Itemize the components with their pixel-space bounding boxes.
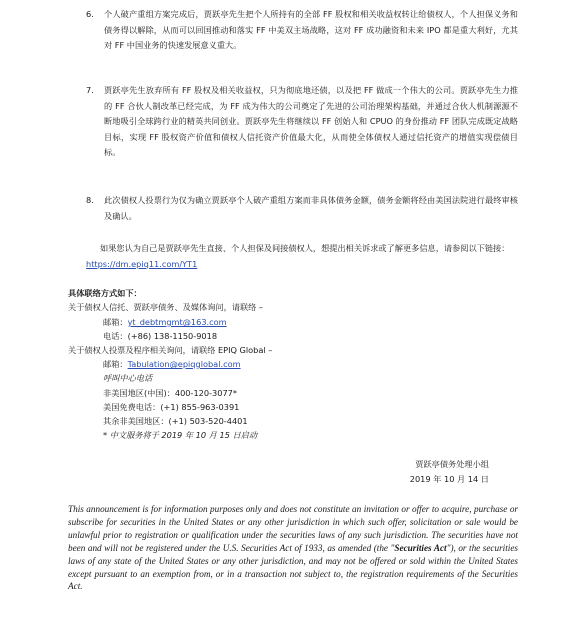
- phone-value: 400-120-3077*: [174, 388, 237, 398]
- phone-value: (+1) 855-963-0391: [160, 402, 240, 412]
- contact-line-trust: 关于债权人信托、贾跃亭债务、及媒体询问，请联络 –: [68, 302, 264, 312]
- disclaimer-bold-term: Securities Act: [394, 542, 447, 553]
- region-label: 非美国地区(中国)：: [103, 388, 175, 398]
- info-text: 如果您认为自己是贾跃亭先生直接、个人担保及间接债权人，想提出相关诉求或了解更多信息，请参阅以下链接：: [100, 243, 510, 253]
- list-item-7: [86, 83, 518, 161]
- item-number: 6.: [86, 9, 94, 19]
- callcenter-row-other: [103, 415, 248, 428]
- phone-value: (+86) 138-1150-9018: [127, 331, 218, 341]
- email-row-2: [103, 358, 241, 371]
- list-item-8: [86, 193, 518, 224]
- region-label: 美国免费电话：: [103, 402, 161, 412]
- contact-line-voting: 关于债权人投票及程序相关询问，请联络 EPIQ Global –: [68, 345, 273, 355]
- email-row-1: [103, 316, 227, 329]
- contacts-heading: 具体联络方式如下：: [68, 288, 142, 298]
- region-label: 其余非美国地区：: [103, 416, 169, 426]
- email-link-1[interactable]: yt_debtmgmt@163.com: [127, 317, 227, 327]
- callcenter-heading: 呼叫中心电话: [103, 373, 153, 383]
- item-text: 个人破产重组方案完成后，贾跃亭先生把个人所持有的全部 FF 股权和相关收益权转让给债权人，个人担保义务和债务得以解除，从而可以回国推动和落实 FF 中美双主场战略，这对 FF 成功融资和未来 IPO 都是重大利好，尤其对 FF 中国业务的快速发展意义重大。: [104, 9, 518, 51]
- item-number: 8.: [86, 195, 94, 205]
- signature-date: 2019 年 10 月 14 日: [409, 474, 489, 484]
- item-number: 7.: [86, 85, 94, 95]
- list-item-6: [86, 7, 518, 54]
- callcenter-row-china: [103, 387, 237, 400]
- info-paragraph: [86, 241, 518, 272]
- phone-row-1: [103, 330, 217, 343]
- email-label: 邮箱：: [103, 317, 128, 327]
- disclaimer-text-1: This announcement is for information purposes only and does not constitute an invitation or offer to acquire, purchase or subscribe for securities in the United States or any other jurisdiction in which such offer, solicitation or sale would be unlawful prior to registration or qualification under the securities laws of any such jurisdiction. The securities have not been and will not be registered under the U.S. Securities Act of 1933, as amended (the ": [68, 504, 518, 553]
- phone-label: 电话：: [103, 331, 128, 341]
- disclaimer-text-2: "), or the securities laws of any state of the United States or any other jurisdiction, and may not be offered or sold within the United States except pursuant to an exemption from, or in a transaction not subject to, the registration requirements of the Securities Act.: [68, 542, 518, 592]
- email-link-2[interactable]: Tabulation@epiqglobal.com: [127, 359, 241, 369]
- disclaimer-paragraph: [68, 503, 518, 593]
- service-note: * 中文服务将于 2019 年 10 月 15 日启动: [103, 430, 258, 440]
- callcenter-row-us: [103, 401, 239, 414]
- phone-value: (+1) 503-520-4401: [168, 416, 248, 426]
- email-label: 邮箱：: [103, 359, 128, 369]
- signature-org: 贾跃亭债务处理小组: [415, 459, 489, 469]
- info-link[interactable]: https://dm.epiq11.com/YT1: [86, 258, 198, 269]
- item-text: 贾跃亭先生放弃所有 FF 股权及相关收益权，只为彻底地还债，以及把 FF 做成一个伟大的公司。贾跃亭先生力推的 FF 合伙人制改革已经完成，为 FF 成为伟大的公司奠定了先进的公司治理架构基础，并通过合伙人机制源源不断地吸引全球跨行业的精英共同创业。贾跃亭先生将继续以 FF 创始人和 CPUO 的身份推动 FF 团队完成既定战略目标，实现 FF 股权资产价值和债权人信托资产价值最大化，从而使全体债权人通过信托资产的增值实现偿债目标。: [104, 85, 518, 158]
- item-text: 此次债权人投票行为仅为确立贾跃亭个人破产重组方案而非具体债务金额，债务金额将经由美国法院进行最终审核及确认。: [104, 195, 518, 221]
